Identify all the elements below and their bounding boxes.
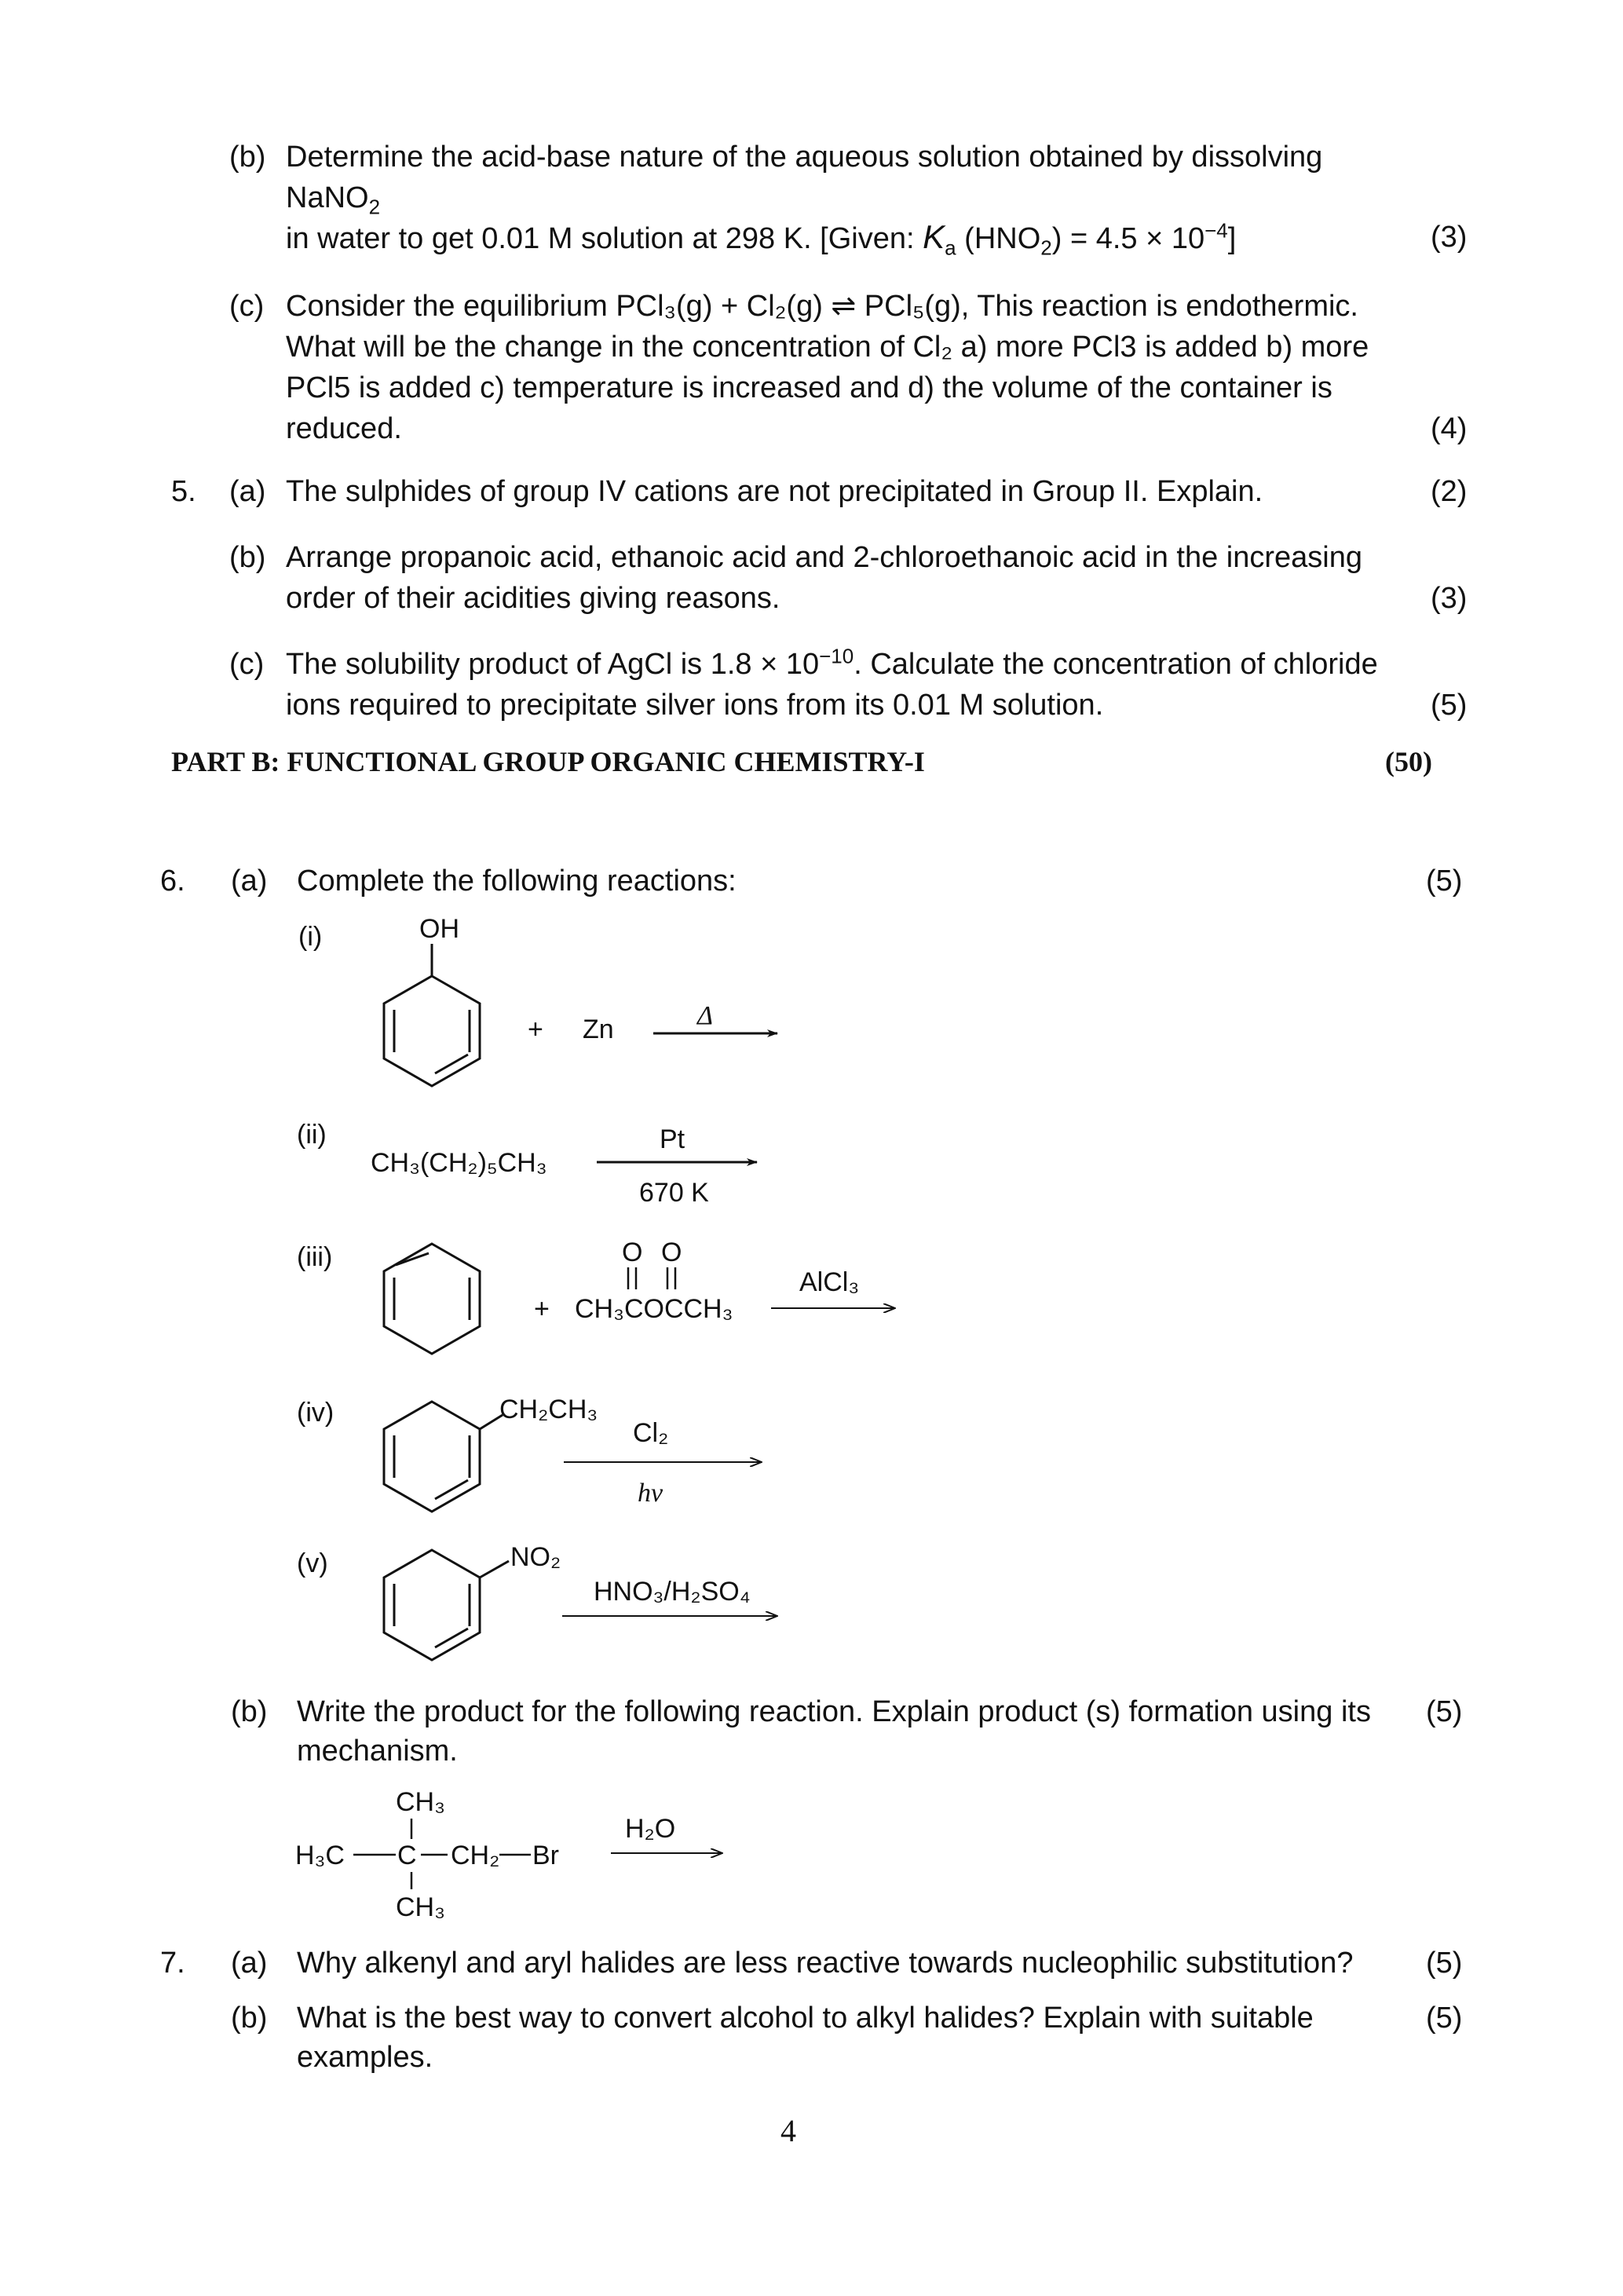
q5a-text: The sulphides of group IV cations are not precipitated in Group II. Explain. bbox=[286, 475, 1263, 508]
reaction-v-label: (v) bbox=[297, 1548, 328, 1578]
q5c-exp: −10 bbox=[819, 644, 854, 668]
q4b-marks: (3) bbox=[1431, 221, 1468, 254]
q7a-label: (a) bbox=[231, 1947, 268, 1980]
q7-number: 7. bbox=[160, 1947, 185, 1980]
neopentyl-central-carbon: C bbox=[397, 1841, 417, 1870]
reaction-ii-catalyst: Pt bbox=[660, 1124, 685, 1154]
reaction-6b-reagent: H₂O bbox=[625, 1814, 676, 1844]
q4b-ka-exp: −4 bbox=[1204, 218, 1228, 243]
neopentyl-bottom-methyl: CH₃ bbox=[396, 1892, 445, 1922]
q6a-marks: (5) bbox=[1426, 865, 1463, 898]
q4b-ka-value: ) = 4.5 × 10 bbox=[1051, 222, 1205, 255]
q6-number: 6. bbox=[160, 865, 185, 898]
anhydride-formula: CH₃COCCH₃ bbox=[575, 1294, 733, 1324]
reaction-ii bbox=[297, 1120, 757, 1208]
q6a-label: (a) bbox=[231, 865, 268, 898]
q6a-text: Complete the following reactions: bbox=[297, 865, 737, 898]
q4b-nano2: NaNO bbox=[286, 181, 369, 214]
q5b-line1: Arrange propanoic acid, ethanoic acid and 2-chloroethanoic acid in the increasing bbox=[286, 541, 1362, 574]
reaction-i-plus: + bbox=[528, 1015, 543, 1044]
q4b-line1: Determine the acid-base nature of the aqueous solution obtained by dissolving bbox=[286, 141, 1323, 174]
reaction-iii bbox=[297, 1238, 895, 1354]
phenol-oh: OH bbox=[419, 914, 459, 944]
q4b-ka-sub: a bbox=[945, 236, 956, 260]
q4b-hno2: (HNO bbox=[964, 222, 1041, 255]
heptane-formula: CH₃(CH₂)₅CH₃ bbox=[371, 1148, 547, 1178]
q7b-line1: What is the best way to convert alcohol to alkyl halides? Explain with suitable bbox=[297, 2002, 1314, 2035]
nitrobenzene-structure bbox=[384, 1550, 509, 1660]
reaction-ii-label: (ii) bbox=[297, 1120, 327, 1150]
q5b-label: (b) bbox=[229, 541, 266, 574]
q4c-label: (c) bbox=[229, 290, 265, 323]
q6b-line1: Write the product for the following reaction. Explain product (s) formation using its bbox=[297, 1695, 1371, 1728]
q5-number: 5. bbox=[171, 475, 196, 508]
neopentyl-top-methyl: CH₃ bbox=[396, 1787, 445, 1817]
q5a-marks: (2) bbox=[1431, 475, 1468, 508]
q5a-label: (a) bbox=[229, 475, 266, 508]
reaction-i bbox=[298, 914, 777, 1086]
q4b-bracket: ] bbox=[1227, 222, 1237, 255]
q7b-line2: examples. bbox=[297, 2041, 433, 2074]
benzene-structure-iii bbox=[384, 1244, 480, 1354]
q4b-hno2-sub: 2 bbox=[1040, 236, 1052, 260]
anhydride-o2: O bbox=[661, 1238, 682, 1267]
part-b-title: PART B: FUNCTIONAL GROUP ORGANIC CHEMISTRY-I bbox=[171, 746, 925, 777]
q7a-text: Why alkenyl and aryl halides are less reactive towards nucleophilic substitution? bbox=[297, 1947, 1354, 1980]
reaction-v-reagent: HNO₃/H₂SO₄ bbox=[594, 1577, 751, 1607]
reaction-6b bbox=[295, 1787, 722, 1922]
reaction-v bbox=[297, 1542, 777, 1660]
q6b-label: (b) bbox=[231, 1695, 268, 1728]
q4c-line3: PCl5 is added c) temperature is increased and d) the volume of the container is bbox=[286, 371, 1332, 404]
phenol-structure bbox=[384, 944, 480, 1086]
reaction-i-label: (i) bbox=[298, 922, 323, 952]
reaction-iii-plus: + bbox=[534, 1294, 550, 1324]
q5b-marks: (3) bbox=[1431, 582, 1468, 615]
ethylbenzene-structure bbox=[384, 1402, 503, 1512]
reaction-i-zn: Zn bbox=[583, 1015, 614, 1044]
q5b-line2: order of their acidities giving reasons. bbox=[286, 582, 780, 615]
q5c-marks: (5) bbox=[1431, 689, 1468, 722]
neopentyl-left-methyl: H₃C bbox=[295, 1841, 345, 1870]
reaction-i-heat: Δ bbox=[697, 1001, 713, 1030]
part-b-marks: (50) bbox=[1385, 746, 1432, 777]
q4b-line3-pre: in water to get 0.01 M solution at 298 K. [Given: bbox=[286, 222, 915, 255]
q6b-line2: mechanism. bbox=[297, 1735, 458, 1768]
q5c-line1-pre: The solubility product of AgCl is 1.8 × 10 bbox=[286, 648, 820, 681]
q7b-marks: (5) bbox=[1426, 2002, 1463, 2035]
reaction-ii-temp: 670 K bbox=[639, 1178, 709, 1208]
reaction-iv-light: hv bbox=[638, 1479, 663, 1508]
q4c-line1: Consider the equilibrium PCl₃(g) + Cl₂(g) ⇌ PCl₅(g), This reaction is endothermic. bbox=[286, 290, 1358, 323]
reaction-iv-reagent: Cl₂ bbox=[633, 1418, 669, 1448]
neopentyl-ch2: CH₂ bbox=[451, 1841, 500, 1870]
neopentyl-bromine: Br bbox=[532, 1841, 559, 1870]
q4c-line4: reduced. bbox=[286, 412, 402, 445]
q6b-marks: (5) bbox=[1426, 1695, 1463, 1728]
reaction-iii-label: (iii) bbox=[297, 1242, 333, 1272]
page-number: 4 bbox=[780, 2113, 796, 2148]
nitro-group: NO₂ bbox=[510, 1542, 561, 1572]
q4b-label: (b) bbox=[229, 141, 266, 174]
ethyl-group: CH₂CH₃ bbox=[499, 1395, 598, 1424]
q4c-line2: What will be the change in the concentration of Cl₂ a) more PCl3 is added b) more bbox=[286, 331, 1369, 364]
q4b-ka: K bbox=[923, 218, 945, 255]
q5c-line1-post: . Calculate the concentration of chloride bbox=[854, 648, 1378, 681]
anhydride-double-bonds bbox=[628, 1267, 675, 1289]
q5c-line2: ions required to precipitate silver ions from its 0.01 M solution. bbox=[286, 689, 1104, 722]
q5c-label: (c) bbox=[229, 648, 265, 681]
reaction-iv-label: (iv) bbox=[297, 1398, 334, 1428]
q7a-marks: (5) bbox=[1426, 1947, 1463, 1980]
q7b-label: (b) bbox=[231, 2002, 268, 2035]
q4c-marks: (4) bbox=[1431, 412, 1468, 445]
reaction-iv bbox=[297, 1395, 762, 1512]
q4b-nano2-sub: 2 bbox=[368, 195, 381, 219]
reaction-iii-catalyst: AlCl₃ bbox=[799, 1267, 860, 1297]
anhydride-o1: O bbox=[622, 1238, 643, 1267]
